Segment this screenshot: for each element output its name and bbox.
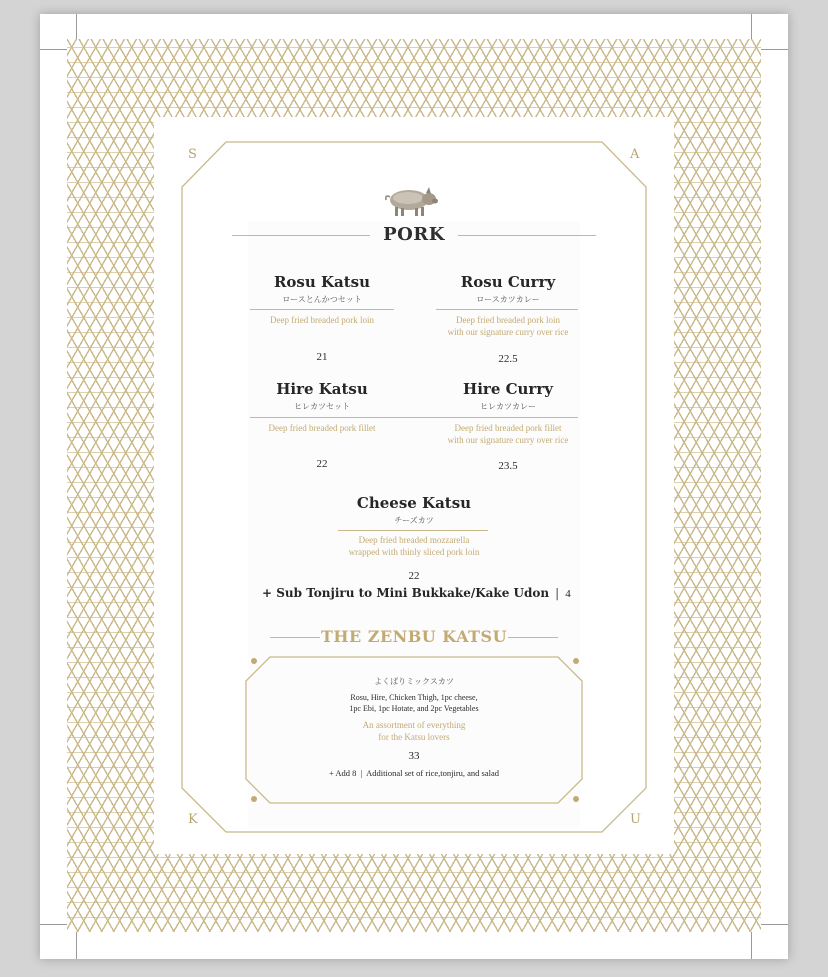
item-name: Hire Curry (463, 380, 553, 398)
item-name: Rosu Curry (460, 273, 556, 291)
sub-option-text: + Sub Tonjiru to Mini Bukkake/Kake Udon (262, 586, 550, 600)
zenbu-details (300, 676, 528, 778)
sub-option (262, 586, 572, 600)
zenbu-rule-right (508, 637, 558, 638)
menu-item (242, 273, 402, 305)
item-divider (250, 417, 578, 418)
crop-mark (761, 49, 788, 50)
crop-mark (76, 932, 77, 959)
menu-item (428, 380, 588, 412)
item-description: Deep fried breaded pork loin (270, 315, 374, 325)
item-description: Deep fried breaded mozzarella wrapped with thinly sliced pork loin (348, 535, 480, 557)
title-rule-left (232, 235, 370, 236)
addon-text: Additional set of rice,tonjiru, and salad (366, 768, 500, 778)
menu-item (332, 494, 496, 526)
corner-letter: U (630, 812, 642, 827)
item-price: 22 (316, 458, 328, 470)
item-name: Hire Katsu (276, 380, 368, 398)
item-divider (436, 309, 578, 310)
item-price: 21 (316, 351, 328, 363)
corner-letter: S (188, 147, 198, 162)
crop-mark (751, 14, 752, 39)
item-japanese-name: ロースとんかつセット (282, 295, 362, 304)
addon-separator: | (360, 768, 363, 778)
zenbu-contents: Rosu, Hire, Chicken Thigh, 1pc cheese, 1pc Ebi, 1pc Hotate, and 2pc Vegetables (349, 693, 479, 713)
item-price: 23.5 (498, 460, 518, 472)
item-japanese-name: ヒレカツセット (294, 402, 350, 411)
item-description: Deep fried breaded pork loin with our signature curry over rice (447, 315, 569, 337)
title-rule-right (458, 235, 596, 236)
zenbu-description: An assortment of everything for the Katsu lovers (362, 720, 466, 742)
crop-mark (751, 932, 752, 959)
item-price: 22.5 (498, 353, 518, 365)
item-japanese-name: チーズカツ (394, 516, 434, 525)
item-description: Deep fried breaded pork fillet (268, 423, 376, 433)
crop-mark (761, 924, 788, 925)
item-japanese-name: ロースカツカレー (476, 295, 540, 304)
zenbu-japanese-name: よくばりミックスカツ (374, 677, 454, 686)
addon-label: + Add 8 (328, 768, 357, 778)
section-title: PORK (383, 224, 445, 245)
item-japanese-name: ヒレカツカレー (480, 402, 536, 411)
item-name: Rosu Katsu (273, 273, 371, 291)
item-name: Cheese Katsu (356, 494, 472, 512)
menu-item (242, 380, 402, 412)
item-divider (338, 530, 488, 531)
crop-mark (40, 924, 67, 925)
crop-mark (40, 49, 67, 50)
item-description: Deep fried breaded pork fillet with our signature curry over rice (447, 423, 569, 445)
corner-letter: A (630, 147, 641, 162)
sub-option-separator: | (555, 586, 560, 600)
zenbu-rule-left (270, 637, 320, 638)
corner-letter: K (188, 812, 199, 827)
zenbu-title: THE ZENBU KATSU (320, 627, 508, 646)
zenbu-addon (300, 768, 528, 778)
zenbu-price: 33 (408, 750, 420, 762)
crop-mark (76, 14, 77, 39)
sub-option-price: 4 (565, 588, 571, 600)
pig-icon (380, 182, 440, 218)
item-price: 22 (408, 570, 420, 582)
menu-item (428, 273, 588, 305)
item-divider (250, 309, 394, 310)
